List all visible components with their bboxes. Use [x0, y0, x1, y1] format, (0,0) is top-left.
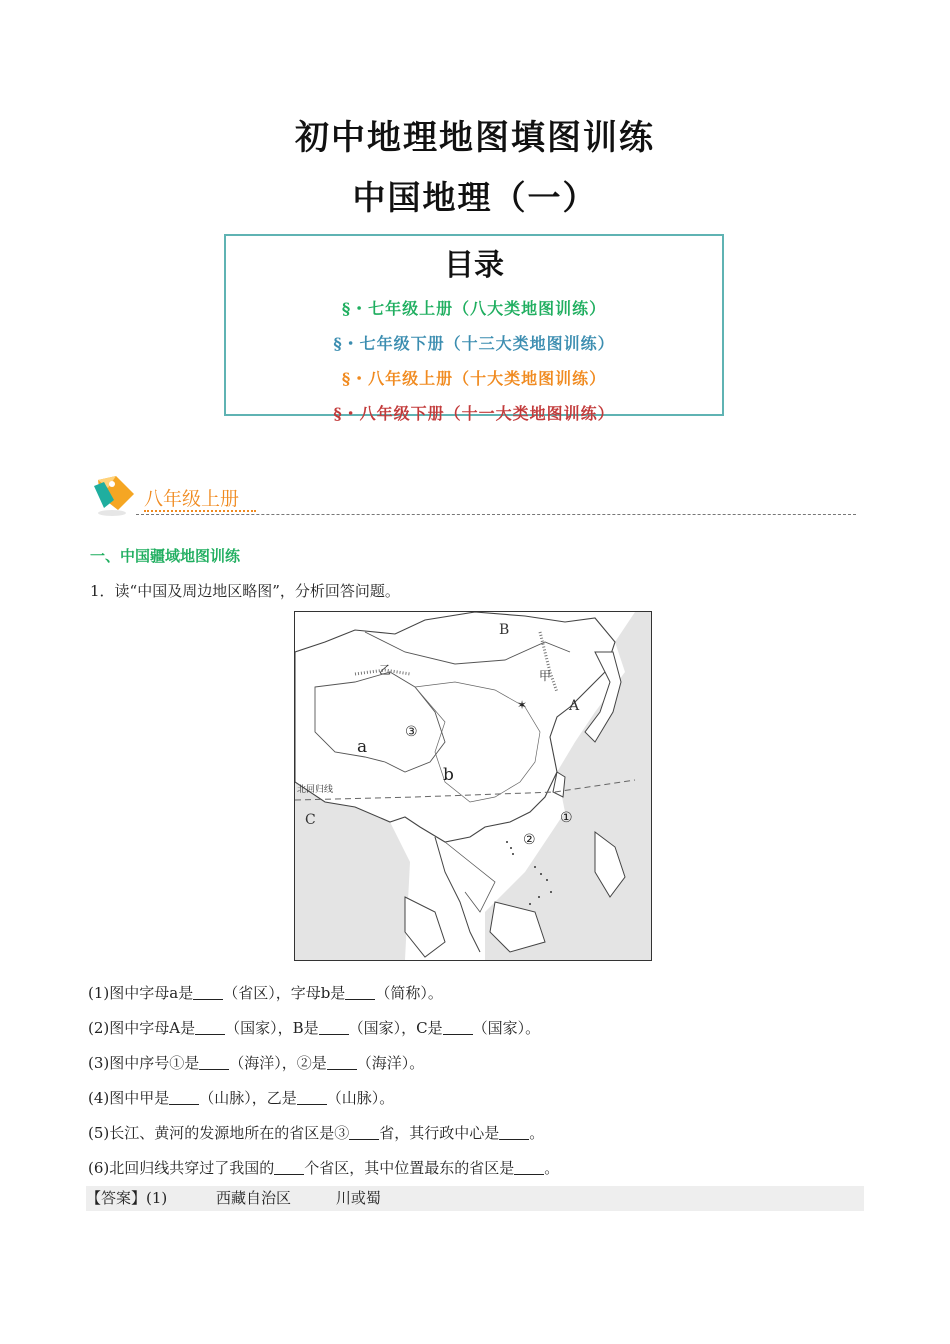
- subquestion-6: [88, 1157, 559, 1178]
- answer-blank[interactable]: [327, 1055, 357, 1070]
- question-stem: 1．读“中国及周边地区略图”，分析回答问题。: [90, 582, 400, 600]
- subq1-text-c: （简称）。: [375, 984, 443, 1002]
- answer-bar: [86, 1186, 864, 1211]
- china-region-map: [294, 611, 652, 961]
- subq2-text-b: （国家），B是: [225, 1019, 319, 1037]
- tag-icon: [90, 470, 140, 520]
- subq3-text-b: （海洋），②是: [229, 1054, 327, 1072]
- subq3-text-a: (3)图中序号①是: [88, 1054, 200, 1072]
- subq1-text-a: (1)图中字母a是: [88, 984, 194, 1002]
- subq4-text-a: (4)图中甲是: [88, 1089, 170, 1107]
- subq2-text-a: (2)图中字母A是: [88, 1019, 196, 1037]
- subq2-text-c: （国家），C是: [348, 1019, 443, 1037]
- subq5-text-c: 。: [529, 1124, 545, 1142]
- subq4-text-c: （山脉）。: [326, 1089, 395, 1107]
- answer-blank[interactable]: [274, 1160, 304, 1175]
- subq6-text-b: 个省区，其中位置最东的省区是: [304, 1159, 515, 1177]
- answer-value-2: 川或蜀: [335, 1189, 381, 1207]
- map-label-circle1: ①: [560, 810, 573, 826]
- subq1-text-b: （省区），字母b是: [223, 984, 346, 1002]
- subq3-text-c: （海洋）。: [356, 1054, 425, 1072]
- subquestion-4: [88, 1087, 394, 1108]
- capital-star-icon: ✶: [517, 698, 528, 712]
- subquestion-1: [88, 982, 443, 1003]
- section-banner: [90, 470, 860, 520]
- toc-item-grade8-vol2[interactable]: §・八年级下册（十一大类地图训练）: [333, 404, 615, 423]
- answer-blank[interactable]: [297, 1090, 327, 1105]
- document-subtitle: 中国地理（一）: [352, 178, 598, 217]
- map-label-C: C: [305, 812, 316, 828]
- answer-blank[interactable]: [193, 985, 223, 1000]
- table-of-contents: [224, 234, 724, 423]
- subq4-text-b: （山脉），乙是: [199, 1089, 297, 1107]
- answer-blank[interactable]: [169, 1090, 199, 1105]
- answer-blank[interactable]: [349, 1125, 379, 1140]
- answer-blank[interactable]: [499, 1125, 529, 1140]
- subsection-heading: 一、中国疆域地图训练: [90, 547, 241, 565]
- map-label-yi: 乙: [379, 663, 392, 677]
- answer-blank[interactable]: [199, 1055, 229, 1070]
- answer-blank[interactable]: [345, 985, 375, 1000]
- subq2-text-d: （国家）。: [472, 1019, 541, 1037]
- answer-blank[interactable]: [514, 1160, 544, 1175]
- toc-item-grade8-vol1[interactable]: §・八年级上册（十大类地图训练）: [341, 369, 607, 388]
- subq5-text-a: (5)长江、黄河的发源地所在的省区是③: [88, 1124, 350, 1142]
- map-label-B: B: [499, 622, 510, 638]
- toc-heading: 目录: [444, 248, 504, 283]
- subq6-text-a: (6)北回归线共穿过了我国的: [88, 1159, 275, 1177]
- answer-value-1: 西藏自治区: [216, 1189, 292, 1207]
- answer-label: 【答案】(1): [86, 1189, 168, 1207]
- section-label: 八年级上册: [144, 488, 240, 510]
- map-label-a: a: [357, 737, 368, 757]
- subquestion-5: [88, 1122, 544, 1143]
- answer-blank[interactable]: [195, 1020, 225, 1035]
- section-divider: [136, 514, 856, 515]
- subquestion-2: [88, 1017, 540, 1038]
- document-title: 初中地理地图填图训练: [295, 118, 655, 158]
- map-label-tropic: 北回归线: [297, 785, 334, 795]
- subq5-text-b: 省，其行政中心是: [379, 1124, 500, 1142]
- map-label-A: A: [569, 698, 580, 714]
- toc-item-grade7-vol1[interactable]: §・七年级上册（八大类地图训练）: [341, 299, 607, 318]
- answer-blank[interactable]: [319, 1020, 349, 1035]
- subquestion-3: [88, 1052, 424, 1073]
- answer-blank[interactable]: [443, 1020, 473, 1035]
- map-label-jia: 甲: [539, 669, 552, 683]
- toc-item-grade7-vol2[interactable]: §・七年级下册（十三大类地图训练）: [333, 334, 615, 353]
- map-drawing: [295, 612, 651, 960]
- subq6-text-c: 。: [544, 1159, 560, 1177]
- map-label-circle3: ③: [405, 724, 418, 740]
- map-label-circle2: ②: [523, 832, 536, 848]
- map-label-b: b: [443, 765, 454, 785]
